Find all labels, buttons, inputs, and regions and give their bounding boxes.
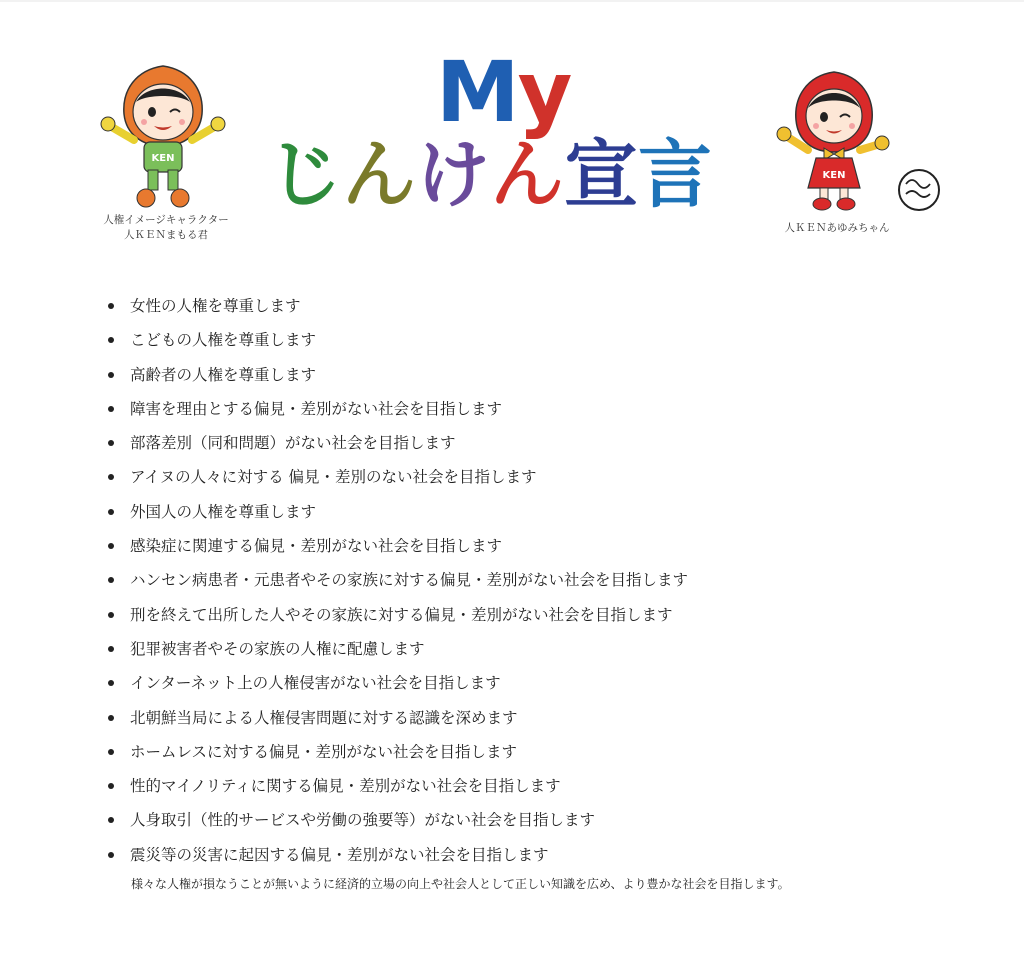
- title-my: [436, 43, 571, 141]
- left-badge-text: KEN: [151, 153, 175, 164]
- mamoru-kun-caption: [86, 213, 246, 243]
- declaration-item: インターネット上の人権侵害がない社会を目指します: [108, 670, 688, 704]
- declaration-item: こどもの人権を尊重します: [108, 327, 688, 361]
- declaration-item: 刑を終えて出所した人やその家族に対する偏見・差別がない社会を目指します: [108, 602, 688, 636]
- declaration-item: 人身取引（性的サービスや労働の強要等）がない社会を目指します: [108, 807, 688, 841]
- mamoru-kun-mascot-icon: [96, 62, 231, 212]
- declaration-item: 感染症に関連する偏見・差別がない社会を目指します: [108, 533, 688, 567]
- title-my-m: M: [436, 43, 518, 141]
- title-char: ん: [342, 132, 416, 218]
- title-char: ん: [490, 132, 564, 218]
- declaration-item: 性的マイノリティに関する偏見・差別がない社会を目指します: [108, 773, 688, 807]
- declaration-item: 女性の人権を尊重します: [108, 293, 688, 327]
- declaration-item: ホームレスに対する偏見・差別がない社会を目指します: [108, 739, 688, 773]
- title-char: じ: [268, 132, 342, 218]
- declaration-item: 障害を理由とする偏見・差別がない社会を目指します: [108, 396, 688, 430]
- declaration-list: [108, 293, 688, 876]
- top-border: [0, 0, 1024, 2]
- declaration-item: 部落差別（同和問題）がない社会を目指します: [108, 430, 688, 464]
- title-char: 言: [638, 132, 712, 218]
- ayumi-chan-caption: 人ＫＥＮあゆみちゃん: [784, 222, 890, 234]
- title-jinken-sengen: [268, 132, 712, 218]
- declaration-item: 外国人の人権を尊重します: [108, 499, 688, 533]
- declaration-item: ハンセン病患者・元患者やその家族に対する偏見・差別がない社会を目指します: [108, 567, 688, 601]
- declaration-item: アイヌの人々に対する 偏見・差別のない社会を目指します: [108, 464, 688, 498]
- footer-note: 様々な人権が損なうことが無いように経済的立場の向上や社会人として正しい知識を広め、より豊かな社会を目指します。: [131, 877, 790, 891]
- title-char: 宣: [564, 132, 638, 218]
- declaration-item: 震災等の災害に起因する偏見・差別がない社会を目指します: [108, 842, 688, 876]
- declaration-item: 北朝鮮当局による人権侵害問題に対する認識を深めます: [108, 705, 688, 739]
- ayumi-chan-mascot-icon: [774, 70, 944, 220]
- title-char: け: [416, 132, 490, 218]
- declaration-item: 犯罪被害者やその家族の人権に配慮します: [108, 636, 688, 670]
- caption-line-2: 人ＫＥＮまもる君: [124, 229, 208, 241]
- title-my-y: y: [517, 43, 571, 141]
- caption-line-1: 人権イメージキャラクター: [103, 214, 229, 226]
- declaration-item: 高齢者の人権を尊重します: [108, 362, 688, 396]
- right-badge-text: KEN: [822, 170, 846, 181]
